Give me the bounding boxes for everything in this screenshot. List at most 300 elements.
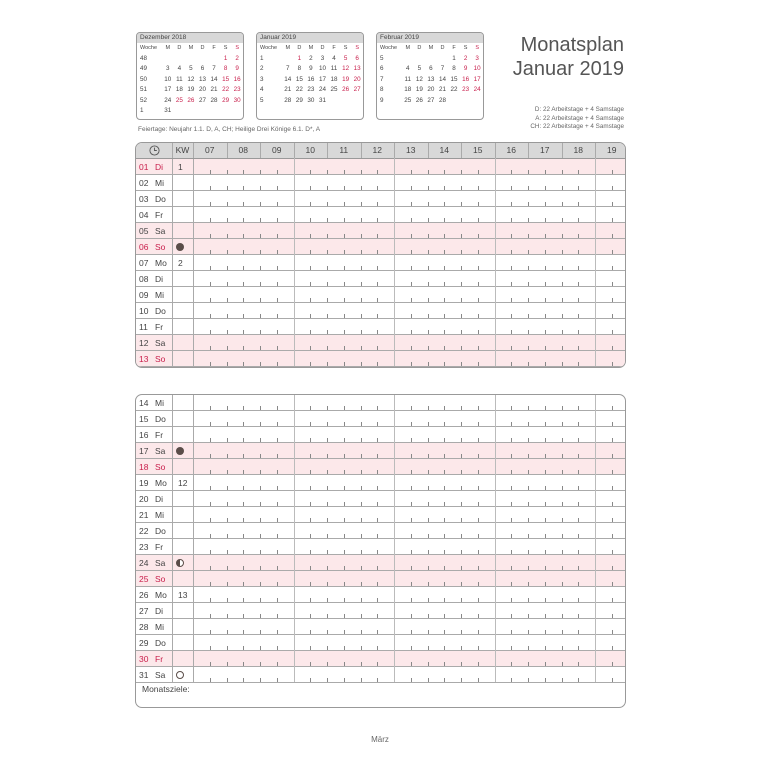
day-name: So: [155, 574, 166, 584]
mini-calendar-cell: 26: [415, 96, 423, 104]
mini-calendar-cell: 1: [452, 55, 456, 63]
quarter-tick: [210, 470, 211, 474]
quarter-tick: [511, 422, 512, 426]
quarter-tick: [277, 454, 278, 458]
hour-divider: [595, 318, 596, 334]
hour-tick: [562, 646, 563, 650]
hour-divider: [495, 190, 496, 206]
hour-tick: [428, 422, 429, 426]
header-divider: [260, 143, 261, 158]
day-row[interactable]: [136, 443, 625, 459]
hour-divider: [394, 426, 395, 442]
hour-tick: [260, 186, 261, 190]
quarter-tick: [377, 406, 378, 410]
hour-divider: [294, 634, 295, 650]
quarter-tick: [478, 486, 479, 490]
mini-calendar-cell: 27: [427, 96, 435, 104]
column-divider: [193, 207, 194, 222]
mini-calendar-december: [136, 32, 244, 120]
hour-tick: [327, 330, 328, 334]
quarter-tick: [377, 346, 378, 350]
quarter-tick: [411, 218, 412, 222]
quarter-tick: [545, 614, 546, 618]
day-row[interactable]: [136, 523, 625, 539]
quarter-tick: [511, 406, 512, 410]
mini-calendar-cell: 15: [222, 75, 230, 83]
mini-calendar-january: [256, 32, 364, 120]
quarter-tick: [377, 218, 378, 222]
mini-calendar-cell: [220, 105, 232, 115]
quarter-tick: [277, 202, 278, 206]
hour-tick: [461, 330, 462, 334]
hour-tick: [260, 298, 261, 302]
quarter-tick: [444, 454, 445, 458]
quarter-tick: [578, 234, 579, 238]
mini-calendar-cell: 24: [164, 96, 172, 104]
hour-divider: [394, 602, 395, 618]
quarter-tick: [444, 486, 445, 490]
day-row[interactable]: [136, 635, 625, 651]
day-row[interactable]: [136, 255, 625, 271]
hour-tick: [461, 534, 462, 538]
mini-calendar-header-cell: S: [343, 45, 348, 52]
day-name: Mi: [155, 510, 164, 520]
quarter-tick: [377, 630, 378, 634]
quarter-tick: [478, 330, 479, 334]
quarter-tick: [243, 646, 244, 650]
quarter-tick: [545, 234, 546, 238]
hour-tick: [327, 534, 328, 538]
column-divider: [172, 491, 173, 506]
column-divider: [172, 303, 173, 318]
day-row[interactable]: [136, 175, 625, 191]
quarter-tick: [243, 186, 244, 190]
header-divider: [528, 143, 529, 158]
mini-calendar-cell: 17: [318, 75, 326, 83]
hour-divider: [294, 458, 295, 474]
hour-tick: [528, 566, 529, 570]
hour-divider: [294, 650, 295, 666]
mini-calendar-cell: 6: [429, 65, 433, 73]
mini-calendar-cell: 28: [210, 96, 218, 104]
quarter-tick: [210, 678, 211, 682]
mini-calendar-cell: 19: [342, 75, 350, 83]
hour-tick: [327, 678, 328, 682]
column-divider: [193, 351, 194, 366]
hour-tick: [562, 582, 563, 586]
mini-calendar-cell: 29: [222, 96, 230, 104]
hour-tick: [361, 534, 362, 538]
day-row[interactable]: [136, 459, 625, 475]
hour-tick: [528, 614, 529, 618]
hour-divider: [394, 618, 395, 634]
quarter-tick: [310, 170, 311, 174]
day-number: 24: [139, 558, 149, 568]
column-divider: [172, 507, 173, 522]
quarter-tick: [612, 678, 613, 682]
quarter-tick: [210, 362, 211, 366]
mini-calendar-header-cell: M: [188, 45, 194, 52]
column-divider: [193, 255, 194, 270]
hour-tick: [562, 234, 563, 238]
column-divider: [193, 491, 194, 506]
mini-calendar-cell: [340, 95, 352, 105]
hour-tick: [227, 266, 228, 270]
hour-divider: [394, 302, 395, 318]
hour-tick: [327, 422, 328, 426]
day-row[interactable]: [136, 351, 625, 367]
quarter-tick: [277, 250, 278, 254]
hour-divider: [595, 334, 596, 350]
day-row[interactable]: [136, 555, 625, 571]
hour-divider: [294, 410, 295, 426]
hour-tick: [361, 550, 362, 554]
hour-tick: [260, 170, 261, 174]
quarter-tick: [612, 438, 613, 442]
hour-tick: [461, 470, 462, 474]
quarter-tick: [243, 678, 244, 682]
quarter-tick: [344, 598, 345, 602]
quarter-tick: [444, 502, 445, 506]
mini-calendar-cell: 21: [284, 86, 292, 94]
mini-calendar-header-cell: S: [235, 45, 240, 52]
hour-tick: [562, 362, 563, 366]
quarter-tick: [511, 470, 512, 474]
quarter-tick: [578, 470, 579, 474]
hour-tick: [562, 678, 563, 682]
hour-tick: [562, 454, 563, 458]
day-name: Do: [155, 194, 166, 204]
hour-divider: [495, 458, 496, 474]
mini-calendar-cell: 8: [223, 65, 228, 73]
day-row[interactable]: [136, 395, 625, 411]
hour-tick: [327, 566, 328, 570]
quarter-tick: [243, 454, 244, 458]
quarter-tick: [578, 486, 579, 490]
hour-divider: [495, 554, 496, 570]
quarter-tick: [478, 550, 479, 554]
hour-tick: [528, 406, 529, 410]
day-number: 02: [139, 178, 149, 188]
quarter-tick: [444, 422, 445, 426]
hour-tick: [528, 234, 529, 238]
quarter-tick: [444, 646, 445, 650]
quarter-tick: [210, 314, 211, 318]
quarter-tick: [277, 234, 278, 238]
hour-tick: [361, 678, 362, 682]
quarter-tick: [612, 202, 613, 206]
hour-divider: [394, 174, 395, 190]
hour-tick: [361, 234, 362, 238]
mini-calendar-cell: 30: [233, 96, 241, 104]
hour-tick: [227, 534, 228, 538]
day-number: 23: [139, 542, 149, 552]
day-row[interactable]: [136, 507, 625, 523]
quarter-tick: [612, 218, 613, 222]
hour-tick: [528, 186, 529, 190]
hour-divider: [394, 570, 395, 586]
day-number: 14: [139, 398, 149, 408]
hour-divider: [595, 222, 596, 238]
quarter-tick: [243, 202, 244, 206]
quarter-tick: [612, 186, 613, 190]
hour-divider: [495, 206, 496, 222]
hour-tick: [227, 330, 228, 334]
day-row[interactable]: [136, 571, 625, 587]
quarter-tick: [277, 662, 278, 666]
quarter-tick: [377, 502, 378, 506]
quarter-tick: [344, 234, 345, 238]
mini-calendar-cell: 5: [343, 55, 348, 63]
mini-calendar-cell: 27: [198, 96, 206, 104]
day-row[interactable]: [136, 239, 625, 255]
mini-calendar-header-cell: S: [223, 45, 228, 52]
hour-tick: [428, 186, 429, 190]
hour-tick: [428, 662, 429, 666]
hour-tick: [361, 630, 362, 634]
quarter-tick: [511, 234, 512, 238]
hour-tick: [528, 630, 529, 634]
mini-calendar-cell: [174, 105, 186, 115]
quarter-tick: [277, 582, 278, 586]
quarter-tick: [411, 330, 412, 334]
day-name: Fr: [155, 654, 164, 664]
hour-divider: [294, 174, 295, 190]
monthly-goals[interactable]: [136, 683, 625, 707]
day-row[interactable]: [136, 491, 625, 507]
hour-tick: [562, 314, 563, 318]
hour-tick: [327, 298, 328, 302]
day-row[interactable]: [136, 271, 625, 287]
day-name: Do: [155, 306, 166, 316]
hour-tick: [461, 250, 462, 254]
quarter-tick: [277, 614, 278, 618]
mini-calendar-cell: 6: [355, 55, 359, 63]
hour-divider: [294, 506, 295, 522]
mini-calendar-cell: 7: [212, 65, 216, 73]
mini-calendar-cell: 51: [140, 86, 148, 94]
hour-divider: [595, 506, 596, 522]
day-row[interactable]: [136, 603, 625, 619]
week-number: 2: [178, 258, 183, 268]
hour-divider: [595, 602, 596, 618]
hour-tick: [327, 234, 328, 238]
quarter-tick: [243, 406, 244, 410]
hour-tick: [428, 454, 429, 458]
hour-tick: [461, 346, 462, 350]
hour-divider: [595, 302, 596, 318]
quarter-tick: [210, 534, 211, 538]
quarter-tick: [478, 630, 479, 634]
quarter-tick: [478, 202, 479, 206]
day-row[interactable]: [136, 651, 625, 667]
quarter-tick: [545, 678, 546, 682]
mini-calendar-cell: [208, 53, 220, 63]
column-divider: [193, 523, 194, 538]
hour-divider: [394, 474, 395, 490]
hour-divider: [394, 238, 395, 254]
hour-tick: [562, 662, 563, 666]
column-divider: [193, 443, 194, 458]
column-divider: [193, 619, 194, 634]
day-number: 25: [139, 574, 149, 584]
column-divider: [172, 335, 173, 350]
day-row[interactable]: [136, 427, 625, 443]
day-name: Mi: [155, 622, 164, 632]
quarter-tick: [545, 170, 546, 174]
quarter-tick: [377, 330, 378, 334]
mini-calendar-cell: 2: [463, 55, 468, 63]
hour-tick: [260, 266, 261, 270]
hour-tick: [361, 314, 362, 318]
hour-tick: [260, 598, 261, 602]
mini-calendar-cell: 6: [200, 65, 205, 73]
quarter-tick: [210, 170, 211, 174]
mini-calendar-cell: [185, 53, 197, 63]
quarter-tick: [310, 346, 311, 350]
day-row[interactable]: [136, 619, 625, 635]
quarter-tick: [511, 298, 512, 302]
quarter-tick: [478, 566, 479, 570]
hour-tick: [528, 266, 529, 270]
day-row[interactable]: [136, 475, 625, 491]
hour-label: 19: [607, 145, 617, 155]
column-divider: [193, 427, 194, 442]
column-divider: [172, 191, 173, 206]
quarter-tick: [578, 406, 579, 410]
quarter-tick: [578, 298, 579, 302]
day-row[interactable]: [136, 159, 625, 175]
hour-tick: [428, 630, 429, 634]
day-row[interactable]: [136, 191, 625, 207]
day-name: Fr: [155, 430, 164, 440]
day-row[interactable]: [136, 335, 625, 351]
header-divider: [361, 143, 362, 158]
mini-calendar-cell: [402, 53, 414, 63]
quarter-tick: [511, 518, 512, 522]
day-row[interactable]: [136, 319, 625, 335]
hour-tick: [361, 202, 362, 206]
quarter-tick: [545, 202, 546, 206]
quarter-tick: [411, 314, 412, 318]
quarter-tick: [210, 346, 211, 350]
quarter-tick: [277, 678, 278, 682]
quarter-tick: [478, 470, 479, 474]
day-row[interactable]: [136, 539, 625, 555]
hour-tick: [528, 298, 529, 302]
hour-divider: [294, 426, 295, 442]
quarter-tick: [344, 630, 345, 634]
quarter-tick: [578, 534, 579, 538]
hour-tick: [461, 362, 462, 366]
quarter-tick: [277, 362, 278, 366]
quarter-tick: [612, 454, 613, 458]
quarter-tick: [310, 314, 311, 318]
quarter-tick: [444, 598, 445, 602]
quarter-tick: [411, 470, 412, 474]
hour-tick: [528, 314, 529, 318]
hour-divider: [394, 490, 395, 506]
day-name: Sa: [155, 338, 166, 348]
hour-divider: [595, 286, 596, 302]
hour-tick: [227, 518, 228, 522]
hour-tick: [227, 346, 228, 350]
day-row[interactable]: [136, 667, 625, 683]
hour-tick: [227, 298, 228, 302]
hour-tick: [528, 250, 529, 254]
quarter-tick: [243, 266, 244, 270]
mini-calendar-cell: 9: [380, 96, 384, 104]
quarter-tick: [377, 362, 378, 366]
hour-divider: [495, 350, 496, 366]
quarter-tick: [511, 678, 512, 682]
quarter-tick: [411, 438, 412, 442]
hour-divider: [495, 174, 496, 190]
mini-calendar-cell: 11: [330, 65, 338, 73]
day-row[interactable]: [136, 587, 625, 603]
quarter-tick: [310, 330, 311, 334]
quarter-tick: [545, 598, 546, 602]
quarter-tick: [377, 598, 378, 602]
quarter-tick: [243, 362, 244, 366]
quarter-tick: [243, 502, 244, 506]
day-row[interactable]: [136, 287, 625, 303]
hour-divider: [294, 254, 295, 270]
quarter-tick: [545, 406, 546, 410]
quarter-tick: [478, 422, 479, 426]
day-row[interactable]: [136, 303, 625, 319]
hour-divider: [495, 318, 496, 334]
column-divider: [193, 223, 194, 238]
quarter-tick: [612, 614, 613, 618]
quarter-tick: [310, 582, 311, 586]
mini-calendar-cell: 13: [198, 75, 206, 83]
quarter-tick: [210, 250, 211, 254]
column-divider: [193, 411, 194, 426]
column-divider: [172, 319, 173, 334]
quarter-tick: [344, 646, 345, 650]
holidays-text: Feiertage: Neujahr 1.1. D, A, CH; Heilige Drei Könige 6.1. D*, A: [138, 126, 321, 133]
hour-divider: [595, 618, 596, 634]
day-row[interactable]: [136, 207, 625, 223]
note-a: A: 22 Arbeitstage + 4 Samstage: [535, 114, 624, 122]
quarter-tick: [210, 406, 211, 410]
quarter-tick: [377, 614, 378, 618]
quarter-tick: [377, 662, 378, 666]
hour-tick: [528, 170, 529, 174]
column-divider: [172, 667, 173, 682]
hour-tick: [361, 454, 362, 458]
quarter-tick: [277, 218, 278, 222]
column-divider: [193, 571, 194, 586]
day-row[interactable]: [136, 223, 625, 239]
hour-divider: [394, 318, 395, 334]
quarter-tick: [310, 662, 311, 666]
hour-divider: [394, 394, 395, 410]
quarter-tick: [511, 362, 512, 366]
hour-tick: [361, 566, 362, 570]
quarter-tick: [612, 550, 613, 554]
hour-tick: [361, 362, 362, 366]
goals-label: Monatsziele:: [142, 684, 190, 694]
day-row[interactable]: [136, 411, 625, 427]
quarter-tick: [377, 678, 378, 682]
hour-tick: [327, 486, 328, 490]
day-number: 26: [139, 590, 149, 600]
hour-tick: [260, 454, 261, 458]
mini-calendar-cell: 28: [284, 96, 292, 104]
quarter-tick: [411, 170, 412, 174]
